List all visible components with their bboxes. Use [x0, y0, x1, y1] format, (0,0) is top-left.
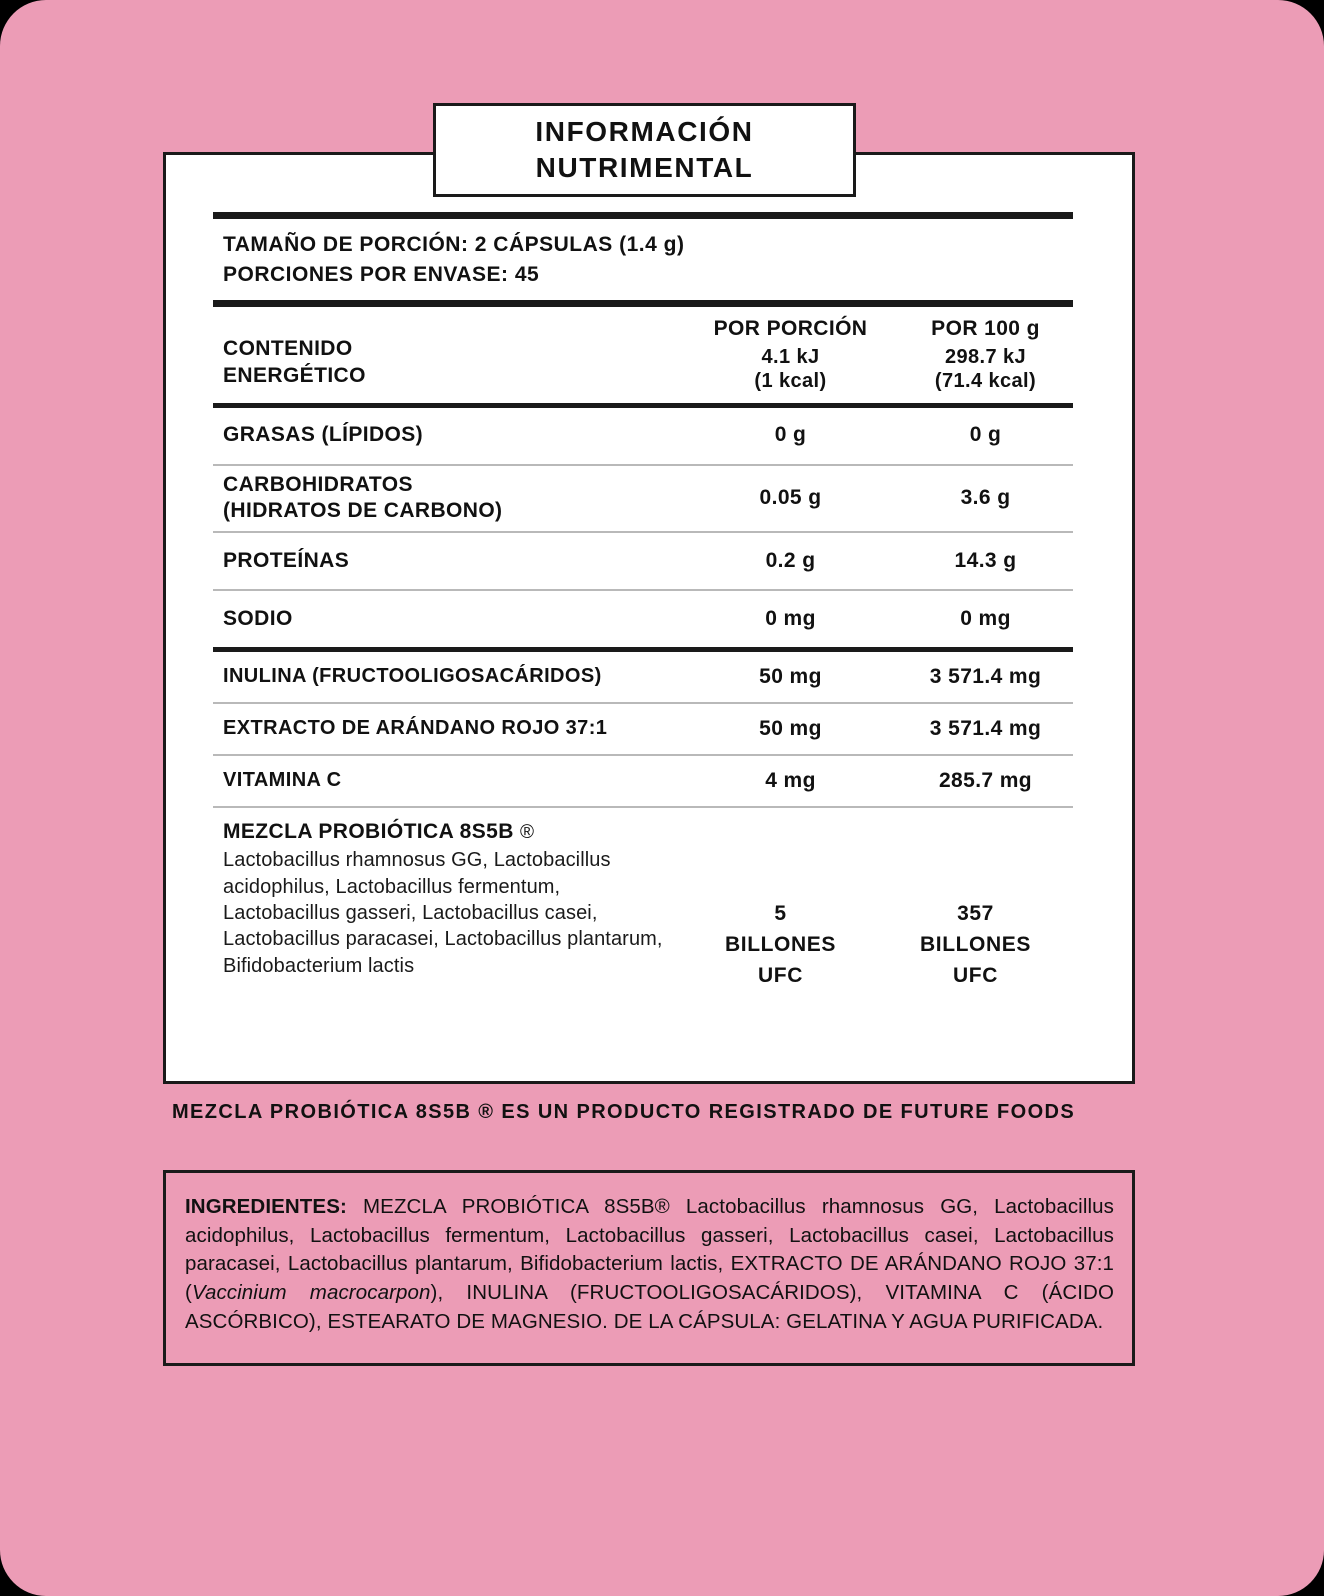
servings-per-container-text: PORCIONES POR ENVASE: 45: [223, 263, 540, 287]
probiotic-blend-description: [213, 820, 683, 979]
probiotic-strain-list: Lactobacillus rhamnosus GG, Lactobacillus acidophilus, Lactobacillus fermentum, Lactobacillus gasseri, Lactobacillus casei, Lactobacillus paracasei, Lactobacillus plantarum, Bifidobacterium lactis: [223, 849, 663, 977]
nutrient-per-100g: 285.7 mg: [938, 768, 1033, 792]
nutrition-title-line-1: INFORMACIÓN: [535, 115, 754, 147]
nutrient-per-100g: 3 571.4 mg: [929, 716, 1042, 740]
ingredients-label: INGREDIENTES:: [185, 1195, 347, 1218]
table-row: [213, 466, 1073, 532]
ingredients-part-2: ), INULINA (FRUCTOOLIGOSACÁRIDOS), VITAMINA C (ÁCIDO ASCÓRBICO), ESTEARATO DE MAGNESIO. DE LA CÁPSULA: GELATINA Y AGUA PURIFICADA.: [185, 1281, 1115, 1333]
nutrition-table: [213, 212, 1073, 992]
probiotic-blend-title-text: MEZCLA PROBIÓTICA 8S5B: [223, 820, 514, 844]
nutrient-per-serving: 50 mg: [759, 664, 822, 688]
nutrient-per-serving: 0 g: [774, 423, 807, 447]
energy-per-serving-kj: 4.1 kJ: [761, 345, 820, 368]
nutrient-name: EXTRACTO DE ARÁNDANO ROJO 37:1: [223, 717, 608, 740]
probiotic-per-serving-cell: [683, 820, 878, 991]
portion-size-text: TAMAÑO DE PORCIÓN: 2 CÁPSULAS (1.4 g): [223, 233, 685, 256]
nutrient-per-serving: 50 mg: [759, 716, 822, 740]
nutrient-name-line-1: GRASAS (LÍPIDOS): [223, 423, 424, 447]
nutrient-name-line-2: (HIDRATOS DE CARBONO): [223, 499, 503, 523]
nutrient-name: [213, 422, 693, 449]
probiotic-blend-name: [223, 820, 683, 844]
nutrient-per-100g: 3.6 g: [960, 485, 1011, 509]
ingredients-text: [185, 1193, 1114, 1336]
table-row: [213, 408, 1073, 464]
energy-label: [213, 336, 693, 394]
rule-below-serving: [213, 300, 1073, 307]
nutrient-name-line-1: PROTEÍNAS: [223, 548, 350, 572]
ingredients-scientific-name: Vaccinium macrocarpon: [191, 1281, 431, 1305]
nutrient-per-serving: 0.05 g: [759, 485, 822, 509]
table-row: [213, 533, 1073, 589]
probiotic-per-serving-value: 5: [774, 902, 787, 926]
nutrient-name: [213, 606, 693, 633]
energy-per-serving-kcal: (1 kcal): [754, 370, 827, 393]
nutrient-per-serving: 0.2 g: [765, 548, 816, 572]
energy-per-100g-kcal: (71.4 kcal): [934, 370, 1037, 393]
probiotic-per-100g-unit-1: BILLONES: [920, 933, 1031, 957]
table-row-energy: [213, 307, 1073, 403]
nutrient-per-100g: 0 g: [969, 423, 1002, 447]
nutrient-name: [213, 548, 693, 575]
nutrient-name-line-1: SODIO: [223, 606, 293, 630]
energy-per-100g-kj: 298.7 kJ: [944, 345, 1027, 368]
table-row: [213, 591, 1073, 647]
ingredients-part-1: MEZCLA PROBIÓTICA 8S5B® Lactobacillus rhamnosus GG, Lactobacillus acidophilus, Lactobacillus fermentum, Lactobacillus gasseri, Lactobacillus casei, Lactobacillus paracasei, Lactobacillus plantarum, Bifidobacterium lactis, EXTRACTO DE ARÁNDANO ROJO 37:1 (: [185, 1195, 1114, 1305]
nutrition-title-line-2: NUTRIMENTAL: [535, 152, 754, 183]
probiotic-per-100g-unit-2: UFC: [953, 964, 998, 988]
table-row: [213, 756, 1073, 806]
table-row: [213, 652, 1073, 702]
column-header-per-serving: POR PORCIÓN: [713, 316, 868, 340]
column-header-per-100g: POR 100 g: [931, 316, 1040, 340]
nutrient-name: VITAMINA C: [223, 769, 342, 792]
nutrient-per-100g: 14.3 g: [954, 548, 1017, 572]
energy-label-line-2: ENERGÉTICO: [223, 363, 366, 387]
ingredients-box: [163, 1170, 1135, 1366]
energy-per-serving-cell: [693, 316, 888, 394]
probiotic-per-100g-value: 357: [957, 902, 994, 926]
nutrient-name: INULINA (FRUCTOOLIGOSACÁRIDOS): [223, 665, 602, 688]
energy-per-100g-cell: [888, 316, 1083, 394]
serving-information: [213, 219, 1073, 300]
nutrient-name-line-1: CARBOHIDRATOS: [223, 472, 413, 496]
energy-label-line-1: CONTENIDO: [223, 336, 353, 360]
trademark-note: MEZCLA PROBIÓTICA 8S5B ® ES UN PRODUCTO REGISTRADO DE FUTURE FOODS: [172, 1101, 1076, 1123]
nutrient-per-100g: 0 mg: [960, 606, 1011, 630]
nutrient-per-serving: 0 mg: [765, 606, 816, 630]
nutrient-per-serving: 4 mg: [765, 768, 816, 792]
probiotic-per-serving-unit-2: UFC: [758, 964, 803, 988]
probiotic-per-100g-cell: [878, 820, 1073, 991]
rule-top: [213, 212, 1073, 219]
table-row-probiotic-blend: [213, 808, 1073, 991]
registered-trademark-icon: ®: [520, 822, 535, 844]
nutrient-per-100g: 3 571.4 mg: [929, 664, 1042, 688]
nutrient-name: [213, 472, 693, 526]
table-row: [213, 704, 1073, 754]
nutrition-title-box: [433, 103, 856, 197]
probiotic-per-serving-unit-1: BILLONES: [725, 933, 836, 957]
